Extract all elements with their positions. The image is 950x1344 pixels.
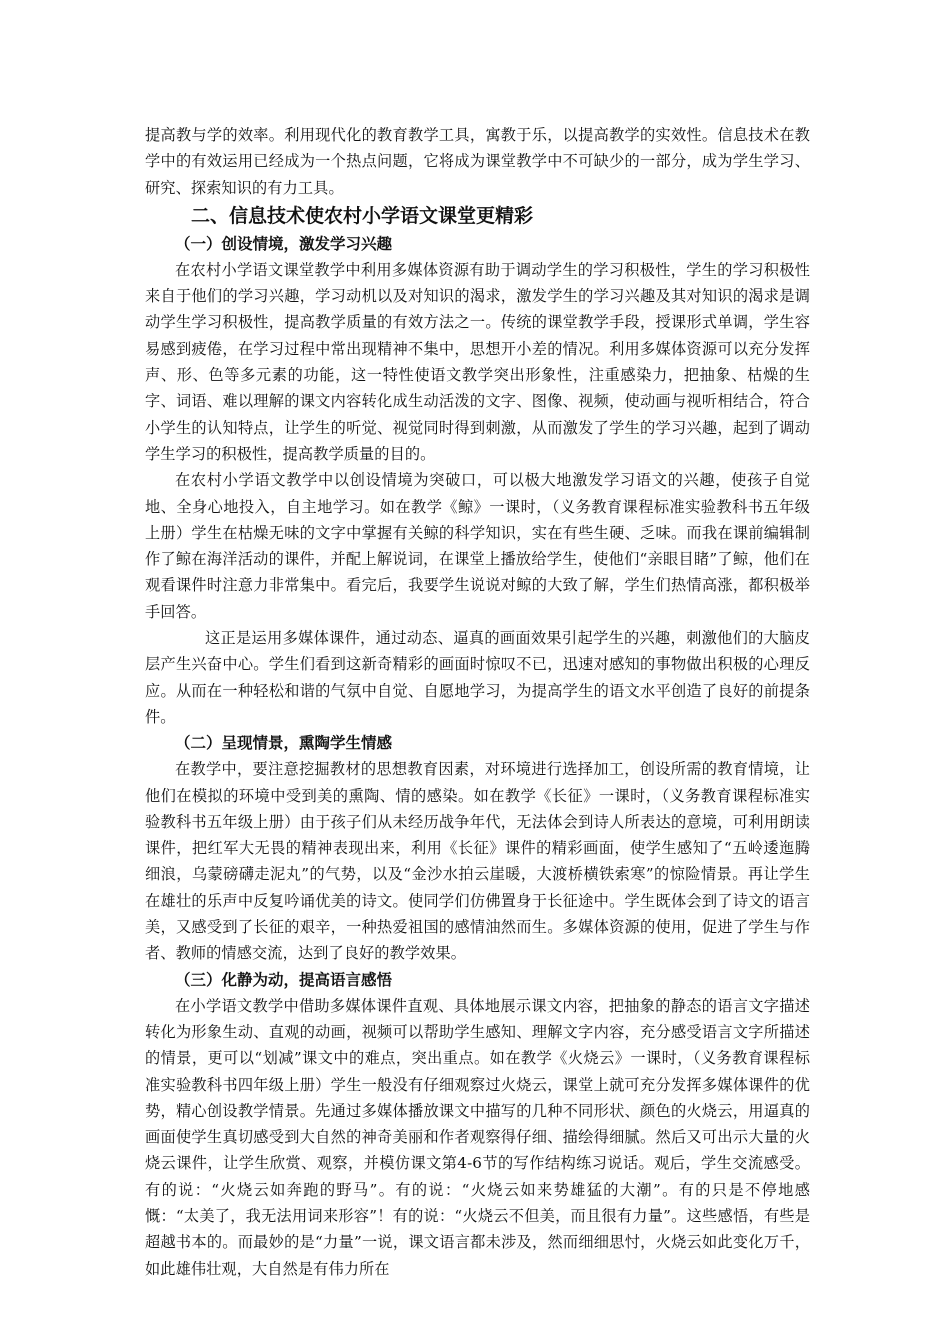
section-heading: 二、信息技术使农村小学语文课堂更精彩: [191, 204, 534, 227]
subsection-heading-2: （二）呈现情景，熏陶学生情感: [175, 734, 393, 753]
body-paragraph: 在农村小学语文课堂教学中利用多媒体资源有助于调动学生的学习积极性，学生的学习积极性来自于他们的学习兴趣，学习动机以及对知识的渴求，激发学生的学习兴趣及其对知识的渴求是调动学生学习积极性，提高教学质量的有效方法之一。传统的课堂教学手段，授课形式单调，学生容易感到疲倦，在学习过程中常出现精神不集中，思想开小差的情况。利用多媒体资源可以充分发挥声、形、色等多元素的功能，这一特性使语文教学突出形象性，注重感染力，把抽象、枯燥的生字、词语、难以理解的课文内容转化成生动活泼的文字、图像、视频，使动画与视听相结合，符合小学生的认知特点，让学生的听觉、视觉同时得到刺激，从而激发了学生的学习兴趣，起到了调动学生学习的积极性，提高教学质量的目的。: [145, 260, 810, 463]
document-page: [145, 122, 810, 1282]
subsection-heading-1: （一）创设情境，激发学习兴趣: [175, 234, 393, 253]
body-paragraph: 在教学中，要注意挖掘教材的思想教育因素，对环境进行选择加工，创设所需的教育情境，让他们在模拟的环境中受到美的熏陶、情的感染。如在教学《长征》一课时，（义务教育课程标准实验教科书五年级上册）由于孩子们从未经历战争年代，无法体会到诗人所表达的意境，可利用朗读课件，把红军大无畏的精神表现出来，利用《长征》课件的精彩画面，使学生感知了“五岭逶迤腾细浪，乌蒙磅礴走泥丸”的气势，以及“金沙水拍云崖暖，大渡桥横铁索寒”的惊险情景。再让学生在雄壮的乐声中反复吟诵优美的诗文。使同学们仿佛置身于长征途中。学生既体会到了诗文的语言美，又感受到了长征的艰辛，一种热爱祖国的感情油然而生。多媒体资源的使用，促进了学生与作者、教师的情感交流，达到了良好的教学效果。: [145, 760, 810, 963]
intro-paragraph: 提高教与学的效率。利用现代化的教育教学工具，寓教于乐，以提高教学的实效性。信息技术在教学中的有效运用已经成为一个热点问题，它将成为课堂教学中不可缺少的一部分，成为学生学习、研究、探索知识的有力工具。: [145, 126, 810, 197]
body-paragraph: 在农村小学语文教学中以创设情境为突破口，可以极大地激发学习语文的兴趣，使孩子自觉地、全身心地投入，自主地学习。如在教学《鲸》一课时，（义务教育课程标准实验教科书五年级上册）学生在枯燥无味的文字中掌握有关鲸的科学知识，实在有些生硬、乏味。而我在课前编辑制作了鲸在海洋活动的课件，并配上解说词，在课堂上播放给学生，使他们“亲眼目睹”了鲸，他们在观看课件时注意力非常集中。看完后，我要学生说说对鲸的大致了解，学生们热情高涨，都积极举手回答。: [145, 471, 810, 621]
subsection-heading-3: （三）化静为动，提高语言感悟: [175, 970, 393, 989]
body-paragraph: 在小学语文教学中借助多媒体课件直观、具体地展示课文内容，把抽象的静态的语言文字描述转化为形象生动、直观的动画，视频可以帮助学生感知、理解文字内容，充分感受语言文字所描述的情景，更可以“划减”课文中的难点，突出重点。如在教学《火烧云》一课时，（义务教育课程标准实验教科书四年级上册）学生一般没有仔细观察过火烧云，课堂上就可充分发挥多媒体课件的优势，精心创设教学情景。先通过多媒体播放课文中描写的几种不同形状、颜色的火烧云，用逼真的画面使学生真切感受到大自然的神奇美丽和作者观察得仔细、描绘得细腻。然后又可出示大量的火烧云课件，让学生欣赏、观察，并模仿课文第4-6节的写作结构练习说话。观后，学生交流感受。有的说：“火烧云如奔跑的野马”。有的说：“火烧云如来势雄猛的大潮”。有的只是不停地感慨：“太美了，我无法用词来形容”！有的说：“火烧云不但美，而且很有力量”。这些感悟，有些是超越书本的。而最妙的是“力量”一说，课文语言都未涉及，然而细细思忖，火烧云如此变化万千，如此雄伟壮观，大自然是有伟力所在: [145, 996, 810, 1278]
body-paragraph: 这正是运用多媒体课件，通过动态、逼真的画面效果引起学生的兴趣，刺激他们的大脑皮层产生兴奋中心。学生们看到这新奇精彩的画面时惊叹不已，迅速对感知的事物做出积极的心理反应。从而在一种轻松和谐的气氛中自觉、自愿地学习，为提高学生的语文水平创造了良好的前提条件。: [145, 629, 810, 726]
